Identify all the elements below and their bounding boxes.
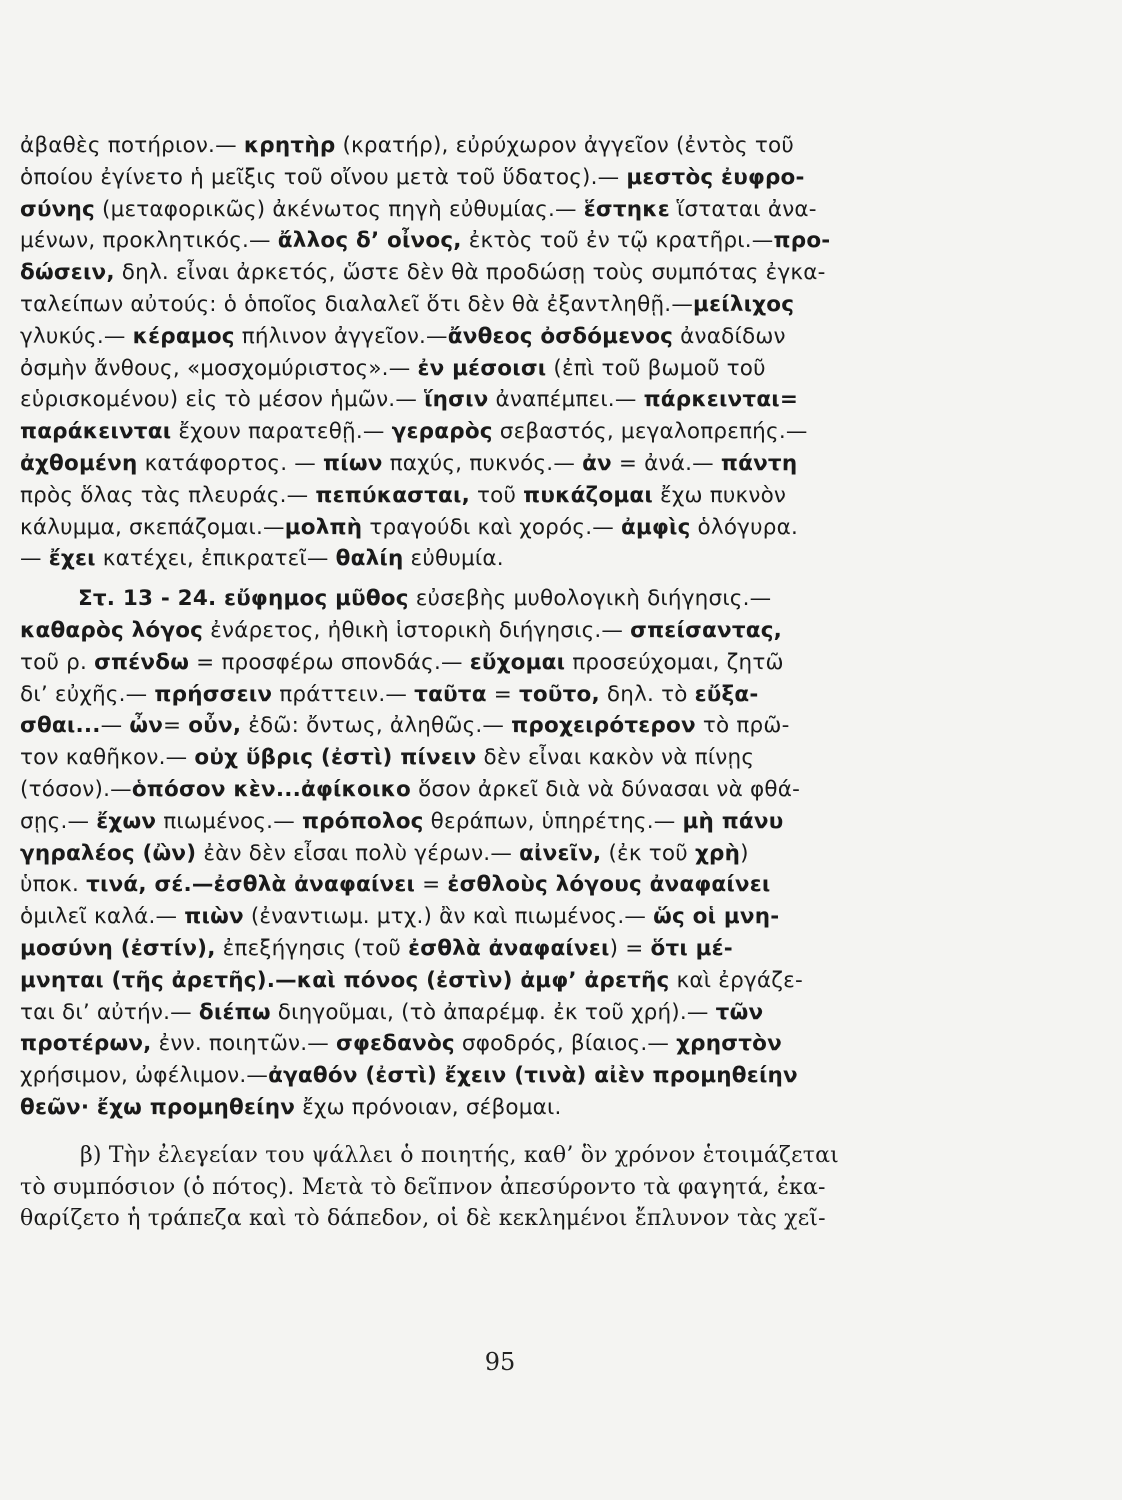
bold-term: πιὼν (184, 904, 244, 930)
bold-term: οὖν, (188, 713, 242, 739)
text-run: πρὸς ὅλας τὰς πλευράς.— (20, 482, 316, 508)
text-run: θεράπων, ὑπηρέτης.— (423, 808, 683, 834)
text-line (20, 543, 945, 575)
text-run: θαρίζετο ἡ τράπεζα καὶ τὸ δάπεδον, οἱ δὲ κεκλημένοι ἔπλυνον τὰς χεῖ- (20, 1206, 826, 1232)
text-run: (μεταφορικῶς) ἀκένωτος πηγὴ εὐθυμίας.— (94, 196, 584, 222)
bold-term: ἐν μέσοισι (417, 355, 547, 381)
text-run: πήλινον ἀγγεῖον.— (234, 323, 448, 349)
page-number: 95 (484, 1348, 516, 1376)
text-line (20, 838, 945, 870)
bold-term: δώσειν, (20, 260, 115, 286)
bold-term: ὁπόσον κὲν...ἀφίκοικο (131, 776, 412, 802)
bold-term: ἀμφὶς (620, 514, 691, 540)
bold-term: αἰνεῖν, (519, 840, 602, 866)
bold-term: πρήσσειν (154, 681, 273, 707)
bold-term: μείλιχος (693, 291, 795, 317)
text-run: προσεύχομαι, ζητῶ (565, 649, 784, 675)
text-run: ἀναδίδων (673, 323, 786, 349)
text-run: διηγοῦμαι, (τὸ ἀπαρέμφ. ἐκ τοῦ χρή).— (270, 999, 716, 1025)
bold-term: τοῦτο, (518, 681, 600, 707)
bold-term: ἵησιν (424, 387, 489, 413)
text-run: (τόσον).— (20, 776, 132, 802)
text-run: ἐνν. ποιητῶν.— (151, 1031, 337, 1057)
text-line (20, 997, 945, 1029)
text-run: — (100, 713, 130, 739)
text-line (20, 710, 945, 742)
text-run: (ἐκ τοῦ (601, 840, 695, 866)
text-run: μένων, προκλητικός.— (20, 228, 278, 254)
bold-term: ἀν (582, 450, 612, 476)
bold-term: πάντη (720, 450, 798, 476)
text-run: ὀσμὴν ἄνθους, «μοσχομύριστος».— (20, 355, 418, 381)
bold-term: χρὴ (694, 840, 741, 866)
text-run: ἐκτὸς τοῦ ἐν τῷ κρατῆρι.— (461, 228, 774, 254)
bold-term: ὦν (129, 713, 164, 739)
text-line (20, 353, 945, 385)
text-run: γλυκύς.— (20, 323, 133, 349)
bold-term: ταῦτα (414, 681, 487, 707)
text-run: ἐὰν δὲν εἶσαι πολὺ γέρων.— (196, 840, 520, 866)
bold-term: ἀγαθόν (ἐστὶ) ἔχειν (τινὰ) αἰὲν προμηθείην (268, 1063, 798, 1089)
bold-term: μὴ πάνυ (682, 808, 784, 834)
bold-term: ὅτι μέ- (650, 935, 733, 961)
text-line (20, 1060, 945, 1092)
text-line (20, 194, 945, 226)
text-run: πράττειν.— (272, 681, 415, 707)
text-run: ἀναπέμπει.— (488, 387, 644, 413)
text-run: ἔχω πυκνὸν (653, 482, 787, 508)
bold-term: παράκεινται (20, 419, 172, 445)
text-run: εὐσεβὴς μυθολογικὴ διήγησις.— (408, 586, 772, 612)
text-line (20, 1172, 945, 1204)
text-run: ὁποίου ἐγίνετο ἡ μεῖξις τοῦ οἴνου μετὰ τοῦ ὕδατος).— (20, 164, 627, 190)
text-line (20, 901, 945, 933)
bold-term: σπένδω (94, 649, 190, 675)
bold-term: πάρκεινται= (643, 387, 799, 413)
bold-term: καθαρὸς λόγος (20, 617, 204, 643)
text-line (20, 384, 945, 416)
text-run: ταλείπων αὐτούς: ὁ ὁποῖος διαλαλεῖ ὅτι δὲν θὰ ἐξαντληθῇ.— (20, 291, 694, 317)
text-run: ἔχω πρόνοιαν, σέβομαι. (295, 1094, 562, 1120)
body-text (20, 130, 945, 1235)
text-line (20, 162, 945, 194)
text-line (20, 1203, 945, 1235)
bold-term: εὔξα- (694, 681, 759, 707)
text-run: κατάφορτος. — (137, 450, 324, 476)
bold-term: σφεδανὸς (336, 1031, 455, 1057)
bold-term: τῶν (715, 999, 764, 1025)
bold-term: ἕστηκε (583, 196, 670, 222)
text-line (20, 448, 945, 480)
text-run: δηλ. εἶναι ἀρκετός, ὥστε δὲν θὰ προδώσῃ τοὺς συμπότας ἐγκα- (114, 260, 826, 286)
text-run: χρήσιμον, ὠφέλιμον.— (20, 1063, 269, 1089)
text-run: κάλυμμα, σκεπάζομαι.— (20, 514, 285, 540)
text-line (20, 321, 945, 353)
text-run: — (20, 546, 49, 572)
bold-term: σθαι... (20, 713, 101, 739)
bold-term: οὐχ ὕβρις (ἐστὶ) πίνειν (194, 745, 477, 771)
text-run: ἐνάρετος, ἠθικὴ ἱστορικὴ διήγησις.— (203, 617, 631, 643)
glossary-paragraph-1 (20, 130, 945, 575)
text-run: ἵσταται ἀνα- (669, 196, 817, 222)
bold-term: θεῶν· ἔχω προμηθείην (20, 1094, 296, 1120)
bold-term: μνηται (τῆς ἀρετῆς).—καὶ πόνος (ἐστὶν) ἀμφ’ ἀρετῆς (20, 967, 670, 993)
text-run: β) Τὴν ἐλεγείαν του ψάλλει ὁ ποιητής, καθ’ ὃν χρόνον ἑτοιμάζεται (80, 1142, 839, 1168)
text-run: δηλ. τὸ (599, 681, 695, 707)
glossary-paragraph-2 (20, 583, 945, 1124)
text-run: (κρατήρ), εὐρύχωρον ἀγγεῖον (ἐντὸς τοῦ (335, 133, 795, 158)
text-line (20, 225, 945, 257)
text-run: ὁμιλεῖ καλά.— (20, 904, 185, 930)
text-run: ) (740, 840, 749, 866)
text-run: = ἀνά.— (611, 450, 721, 476)
text-run: ὅσον ἀρκεῖ διὰ νὰ δύνασαι νὰ φθά- (411, 776, 801, 802)
bold-term: χρηστὸν (676, 1031, 782, 1057)
text-run: τὸ συμπόσιον (ὁ πότος). Μετὰ τὸ δεῖπνον ἀπεσύροντο τὰ φαγητά, ἐκα- (20, 1174, 826, 1200)
text-line (20, 1028, 945, 1060)
text-run: = (415, 872, 448, 898)
bold-term: μολπὴ (284, 514, 363, 540)
bold-term: σπείσαντας, (630, 617, 783, 643)
text-run: εὑρισκομένου) εἰς τὸ μέσον ἡμῶν.— (20, 387, 425, 413)
bold-term: προτέρων, (20, 1031, 152, 1057)
text-line (20, 647, 945, 679)
text-run: τὸ πρῶ- (695, 713, 790, 739)
text-run: = προσφέρω σπονδάς.— (189, 649, 470, 675)
bold-term: προ- (773, 228, 831, 254)
text-line (20, 512, 945, 544)
text-run: πιωμένος.— (156, 808, 302, 834)
text-run: ἀβαθὲς ποτήριον.— (20, 133, 244, 158)
bold-term: προχειρότερον (511, 713, 696, 739)
text-run: σεβαστός, μεγαλοπρεπής.— (492, 419, 808, 445)
bold-term: θαλίη (335, 546, 404, 572)
text-line (20, 774, 945, 806)
bold-term: πεπύκασται, (315, 482, 470, 508)
bold-term: ἔχων (96, 808, 157, 834)
text-run: ) = (609, 935, 651, 961)
bold-term: εὔχομαι (469, 649, 566, 675)
text-run: (ἐπὶ τοῦ βωμοῦ τοῦ (546, 355, 766, 381)
text-line (20, 416, 945, 448)
text-run: τοῦ ρ. (20, 649, 95, 675)
text-line (20, 480, 945, 512)
bold-term: ἔχει (48, 546, 96, 572)
text-run: = (163, 713, 189, 739)
text-line (20, 806, 945, 838)
bold-term: μοσύνη (ἐστίν), (20, 935, 216, 961)
text-run: κατέχει, ἐπικρατεῖ— (95, 546, 336, 572)
text-line (20, 742, 945, 774)
text-line (20, 965, 945, 997)
text-run: παχύς, πυκνός.— (382, 450, 583, 476)
text-run: ἐδῶ: ὄντως, ἀληθῶς.— (241, 713, 512, 739)
bold-term: γεραρὸς (391, 419, 493, 445)
bold-term: τινά, σέ.—ἐσθλὰ ἀναφαίνει (86, 872, 416, 898)
text-run: = (486, 681, 519, 707)
text-run: ἐπεξήγησις (τοῦ (215, 935, 409, 961)
text-run: καὶ ἐργάζε- (669, 967, 803, 993)
bold-term: ἄλλος δ’ οἶνος, (277, 228, 462, 254)
text-run: (ἐναντιωμ. μτχ.) ἂν καὶ πιωμένος.— (243, 904, 654, 930)
text-run: ται δι’ αὐτήν.— (20, 999, 199, 1025)
bold-term: πίων (323, 450, 383, 476)
bold-term: ἐσθλοὺς λόγους ἀναφαίνει (447, 872, 771, 898)
text-run: δι’ εὐχῆς.— (20, 681, 155, 707)
bold-term: κέραμος (132, 323, 235, 349)
bold-term: πρόπολος (301, 808, 424, 834)
bold-term: μεστὸς ἐυφρο- (626, 164, 805, 190)
text-run: ὁλόγυρα. (690, 514, 798, 540)
bold-term: κρητὴρ (243, 133, 336, 158)
text-line (20, 1140, 945, 1172)
text-run: σῃς.— (20, 808, 97, 834)
bold-term: ἄνθεος ὀσδόμενος (447, 323, 674, 349)
text-run: σφοδρός, βίαιος.— (454, 1031, 677, 1057)
bold-term: γηραλέος (ὢν) (20, 840, 197, 866)
text-run: τραγούδι καὶ χορός.— (362, 514, 621, 540)
bold-term: ἐσθλὰ ἀναφαίνει (408, 935, 610, 961)
text-run: ἔχουν παρατεθῇ.— (171, 419, 392, 445)
text-run: ὑποκ. (20, 872, 87, 898)
text-line (20, 257, 945, 289)
bold-term: σύνης (20, 196, 95, 222)
text-line (20, 583, 945, 615)
bold-term: ὥς οἱ μνη- (653, 904, 780, 930)
bold-term: Στ. 13 - 24. εὔφημος μῦθος (78, 586, 409, 612)
text-line (20, 1092, 945, 1124)
text-run: τοῦ (469, 482, 524, 508)
text-line (20, 130, 945, 162)
text-line (20, 679, 945, 711)
bold-term: ἀχθομένη (20, 450, 138, 476)
text-line (20, 869, 945, 901)
text-line (20, 289, 945, 321)
text-line (20, 933, 945, 965)
text-run: δὲν εἶναι κακὸν νὰ πίνῃς (476, 745, 755, 771)
text-run: εὐθυμία. (403, 546, 504, 572)
text-run: τον καθῆκον.— (20, 745, 195, 771)
text-line (20, 615, 945, 647)
commentary-paragraph (20, 1140, 945, 1235)
bold-term: διέπω (198, 999, 271, 1025)
bold-term: πυκάζομαι (523, 482, 653, 508)
